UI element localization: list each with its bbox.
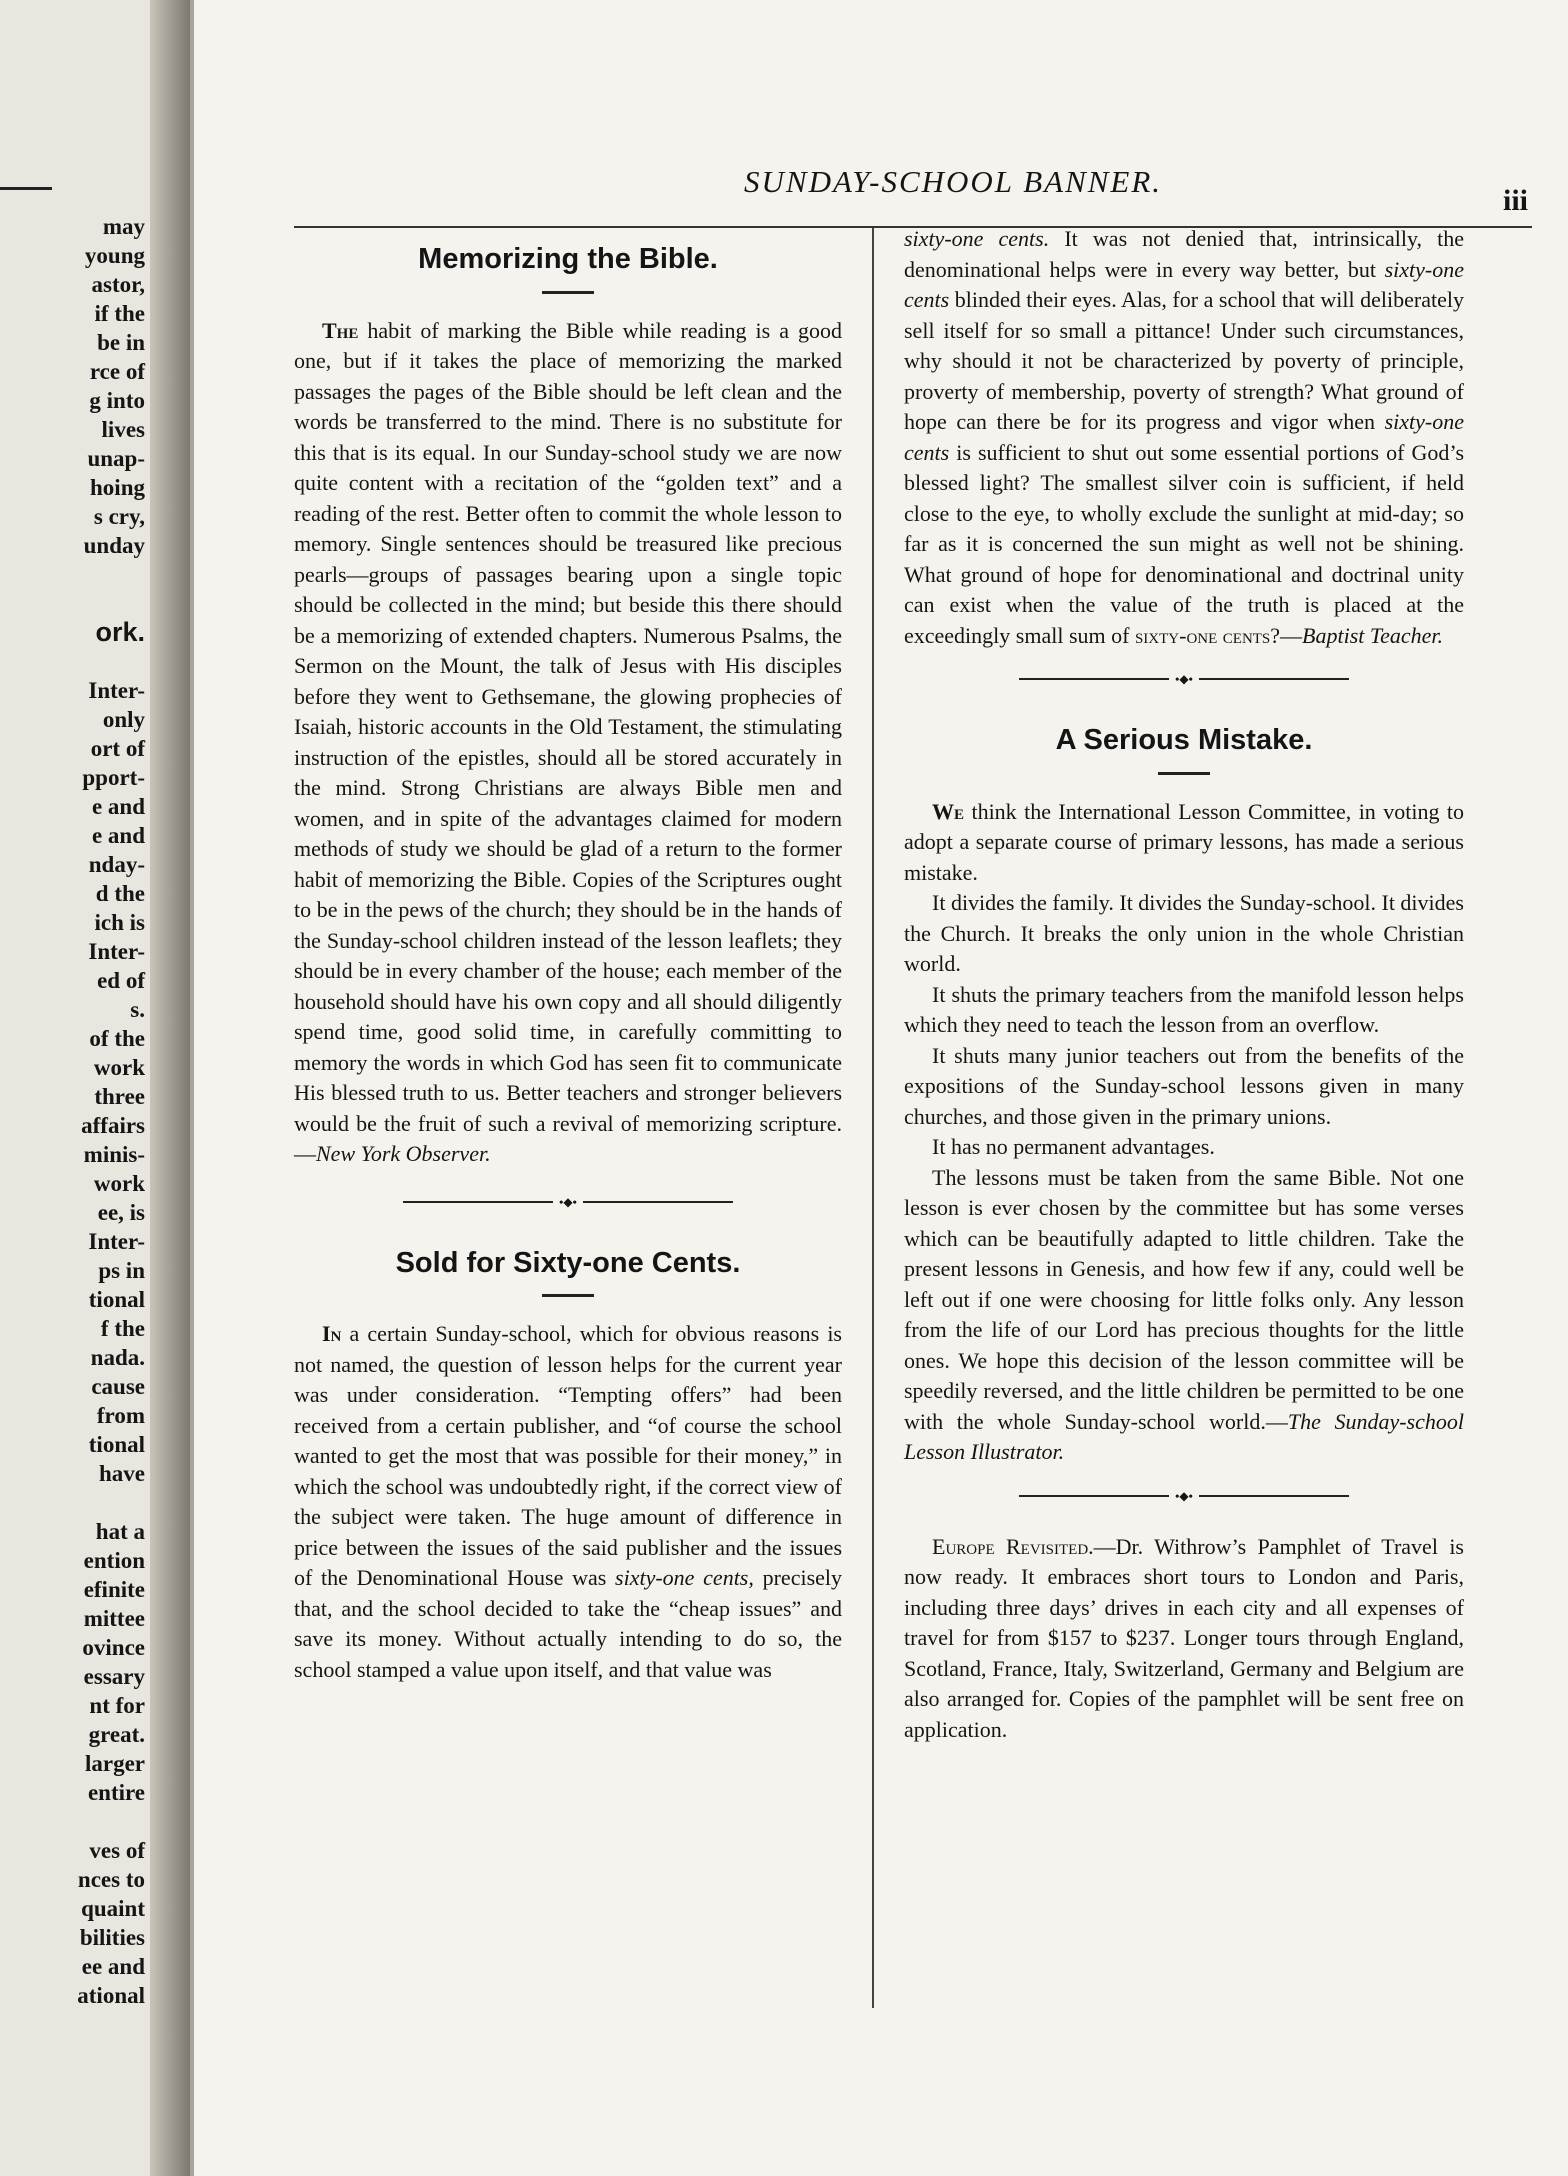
facing-page-line: ention: [83, 1548, 145, 1573]
facing-page-line: mittee: [83, 1606, 145, 1631]
title-rule: [542, 291, 594, 294]
facing-page-line: efinite: [83, 1577, 145, 1602]
facing-page-line: work: [93, 1171, 145, 1196]
facing-page-line: pport-: [82, 765, 145, 790]
facing-page-line: nt for: [89, 1693, 145, 1718]
emphasis: sixty-one cents: [904, 256, 1464, 312]
article-title: Sold for Sixty-one Cents.: [395, 1246, 741, 1279]
paragraph: It has no permanent advantages.: [932, 1134, 1215, 1159]
article-sixty-one-cents-continued: [904, 224, 1464, 651]
body-text: think the International Lesson Committee, in voting to adopt a separate course of primary lessons, has made a serious mistake.: [904, 798, 1464, 885]
facing-page-line: entire: [87, 1780, 145, 1805]
left-column: [294, 230, 842, 1685]
facing-page-rule: [0, 187, 52, 190]
magazine-page: [194, 0, 1568, 2176]
facing-page-line: hat a: [95, 1519, 145, 1544]
facing-page-line: rce of: [89, 359, 145, 384]
facing-page-line: [0, 647, 145, 676]
facing-page-line: from: [96, 1403, 145, 1428]
right-column: [904, 226, 1465, 1745]
body-text-cont: precisely that, and the school decided to take the “cheap issues” and save its money. Without actually intending to do so, the school stamped a value upon itself, and that value was: [294, 1565, 843, 1682]
column-divider: [872, 228, 874, 2008]
article-serious-mistake: [904, 725, 1464, 1468]
facing-page-line: ed of: [97, 968, 145, 993]
facing-page-line: Inter-: [88, 1229, 145, 1254]
facing-page-line: three: [94, 1084, 145, 1109]
facing-page-line: e and: [91, 794, 145, 819]
facing-page-line: e and: [91, 823, 145, 848]
facing-page-line: nada.: [90, 1345, 145, 1370]
notice-heading: Europe Revisited.: [932, 1533, 1094, 1559]
body-text: a certain Sunday-school, which for obvious reasons is not named, the question of lesson helps for the current year was under consideration. “Tempting offers” had been received from a certain publisher, and “of course the school wanted to get the most that was possible for their money,” in which the school was undoubtedly right, if the correct view of the subject were taken. The huge amount of difference in price between the issues of the said publisher and the issues of the Denominational House was: [294, 1321, 842, 1590]
facing-page-line: quaint: [81, 1896, 145, 1921]
article-title: A Serious Mistake.: [1055, 724, 1313, 756]
facing-page-line: ork.: [95, 617, 145, 647]
facing-page-line: ves of: [89, 1838, 145, 1863]
paragraph: It divides the family. It divides the Sunday-school. It divides the Church. It breaks the only union in the whole Christian world.: [904, 890, 1464, 976]
source-credit: The Sunday-school Lesson Illustrator.: [904, 1408, 1464, 1464]
source-credit: New York Observer.: [316, 1141, 491, 1166]
facing-page-line: s cry,: [93, 504, 145, 529]
publication-title: SUNDAY-SCHOOL BANNER.: [744, 164, 1163, 199]
facing-page-line: unap-: [87, 446, 145, 471]
body-text: blinded their eyes. Alas, for a school that will deliberately sell itself for so small a pittance! Under such circumstances, why should it not be characterized by poverty of principle, proverty of membership, poverty of strength? What ground of hope can there be for its progress and vigor when: [904, 287, 1464, 434]
source-credit: Baptist Teacher.: [1302, 622, 1444, 648]
emphasis: sixty-one cents.: [904, 226, 1050, 251]
facing-page-line: only: [102, 707, 145, 732]
article-memorizing: [294, 244, 842, 1170]
title-rule: [1158, 772, 1210, 775]
facing-page-line: ps in: [98, 1258, 145, 1283]
lead-word: In: [322, 1321, 342, 1346]
book-gutter-shadow: [150, 0, 190, 2176]
facing-page-line: f the: [100, 1316, 145, 1341]
section-ornament: •◆•: [1019, 1490, 1349, 1502]
facing-page-line: essary: [83, 1664, 145, 1689]
facing-page-line: affairs: [81, 1113, 145, 1138]
facing-page-line: larger: [84, 1751, 145, 1776]
facing-page-line: g into: [89, 388, 145, 413]
facing-page-line: [0, 589, 145, 618]
facing-page-line: [0, 560, 145, 589]
facing-page-line: Inter-: [88, 678, 145, 703]
emphasis: sixty-one cents,: [615, 1565, 754, 1590]
body-text: ?—: [1270, 622, 1303, 648]
article-body: [294, 316, 842, 1170]
facing-page-line: young: [84, 243, 145, 268]
facing-page-line: ovince: [82, 1635, 145, 1660]
facing-page-line: be in: [97, 330, 145, 355]
paragraph: It shuts many junior teachers out from the benefits of the expositions of the Sunday-school lessons given in many churches, and those given in the primary unions.: [904, 1042, 1464, 1129]
facing-page-line: hoing: [90, 475, 145, 500]
facing-page-line: minis-: [83, 1142, 145, 1167]
facing-page-line: Inter-: [88, 939, 145, 964]
facing-page-line: tional: [88, 1287, 145, 1312]
facing-page-line: nday-: [88, 852, 145, 877]
section-ornament: •◆•: [1019, 673, 1349, 685]
facing-page-line: ee, is: [97, 1200, 145, 1225]
facing-page-line: ational: [77, 1983, 145, 2008]
paragraph: [904, 797, 1464, 889]
paragraph: [904, 1532, 1464, 1746]
facing-page-line: of the: [89, 1026, 145, 1051]
lead-word: We: [932, 798, 965, 824]
body-text: habit of marking the Bible while reading is a good one, but if it takes the place of memorizing the marked passages the pages of the Bible should be left clean and the words be transferred to the mind. There is no substitute for this that is its equal. In our Sunday-school study we are now quite content with a recitation of the “golden text” and a reading of the rest. Better often to commit the whole lesson to memory. Single sentences should be treasured like precious pearls—groups of passages bearing upon a single topic should be collected in the mind; but beside this there should be a memorizing of extended chapters. Numerous Psalms, the Sermon on the Mount, the talk of Jesus with His disciples before they went to Gethsemane, the glowing prophecies of Isaiah, historic accounts in the Old Testament, the stimulating instruction of the epistles, should all be stored accurately in the mind. Strong Christians are always Bible men and women, and in spite of the advantages claimed for modern methods of study we should be glad of a return to the former habit of memorizing the Bible. Copies of the Scriptures ought to be in the pews of the church; they should be in the hands of the Sunday-school children instead of the lesson leaflets; they should be in every chamber of the house; each member of the household should have his own copy and all should diligently spend time, good solid time, in carefully committing to memory the words in which God has seen fit to communicate His blessed truth to us. Better teachers and stronger believers would be the fruit of such a revival of memorizing scripture.—: [294, 317, 842, 1166]
facing-page-line: unday: [83, 533, 145, 558]
facing-page-line: if the: [94, 301, 145, 326]
facing-page-text: [0, 212, 145, 2010]
body-text: It was not denied that, intrinsically, the denominational helps were in every way better, but: [904, 226, 1465, 282]
facing-page-edge: [0, 0, 194, 2176]
facing-page-line: may: [102, 214, 145, 239]
notice-europe-revisited: [904, 1532, 1464, 1746]
facing-page-line: nces to: [77, 1867, 145, 1892]
facing-page-line: ee and: [81, 1954, 145, 1979]
body-text: is sufficient to shut out some essential portions of God’s blessed light? The smallest silver coin is sufficient, if held close to the eye, to wholly exclude the sunlight at mid-day; so far as it is concerned the sun might as well not be shining. What ground of hope for denominational and doctrinal unity can exist when the value of the truth is placed at the exceedingly small sum of: [904, 439, 1465, 648]
facing-page-line: astor,: [91, 272, 145, 297]
facing-page-line: ich is: [94, 910, 145, 935]
article-sixty-one-cents: [294, 1248, 842, 1686]
facing-page-line: have: [99, 1461, 145, 1486]
page-number: iii: [1502, 184, 1528, 217]
facing-page-line: bilities: [79, 1925, 145, 1950]
paragraph: It shuts the primary teachers from the manifold lesson helps which they need to teach the lesson from an overflow.: [904, 981, 1464, 1037]
body-text: —Dr. Withrow’s Pamphlet of Travel is now ready. It embraces short tours to London and Paris, including three days’ drives in each city and all expenses of travel for from $157 to $237. Longer tours through England, Scotland, France, Italy, Switzerland, Germany and Belgium are also arranged for. Copies of the pamphlet will be sent free on application.: [904, 1533, 1464, 1742]
facing-page-line: cause: [91, 1374, 145, 1399]
article-title: Memorizing the Bible.: [418, 243, 718, 275]
article-body: [294, 1319, 842, 1685]
running-head: [294, 152, 1554, 217]
section-ornament: •◆•: [403, 1196, 733, 1208]
article-body-continued: [904, 224, 1464, 651]
facing-page-line: s.: [130, 997, 145, 1022]
emphasis: sixty-one cents: [904, 409, 1464, 465]
title-rule: [542, 1294, 594, 1297]
body-text: The lessons must be taken from the same Bible. Not one lesson is ever chosen by the committee but has some verses which can be beautifully adapted to little children. Take the present lessons in Genesis, and how few if any, could well be left out if one were choosing for little folks only. Any lesson from the life of our Lord has precious thoughts for the little ones. We hope this decision of the lesson committee will be speedily reversed, and the little children be permitted to be one with the whole Sunday-school world.—: [904, 1164, 1464, 1434]
paragraph: [904, 1163, 1464, 1468]
lead-word: The: [322, 317, 359, 343]
facing-page-line: work: [93, 1055, 145, 1080]
facing-page-line: great.: [88, 1722, 145, 1747]
facing-page-line: lives: [101, 417, 145, 442]
facing-page-line: [0, 1488, 145, 1517]
small-caps-phrase: sixty-one cents: [1134, 622, 1271, 648]
facing-page-line: ort of: [90, 736, 145, 761]
facing-page-line: tional: [88, 1432, 145, 1457]
facing-page-line: d the: [95, 881, 145, 906]
facing-page-line: [0, 1807, 145, 1836]
